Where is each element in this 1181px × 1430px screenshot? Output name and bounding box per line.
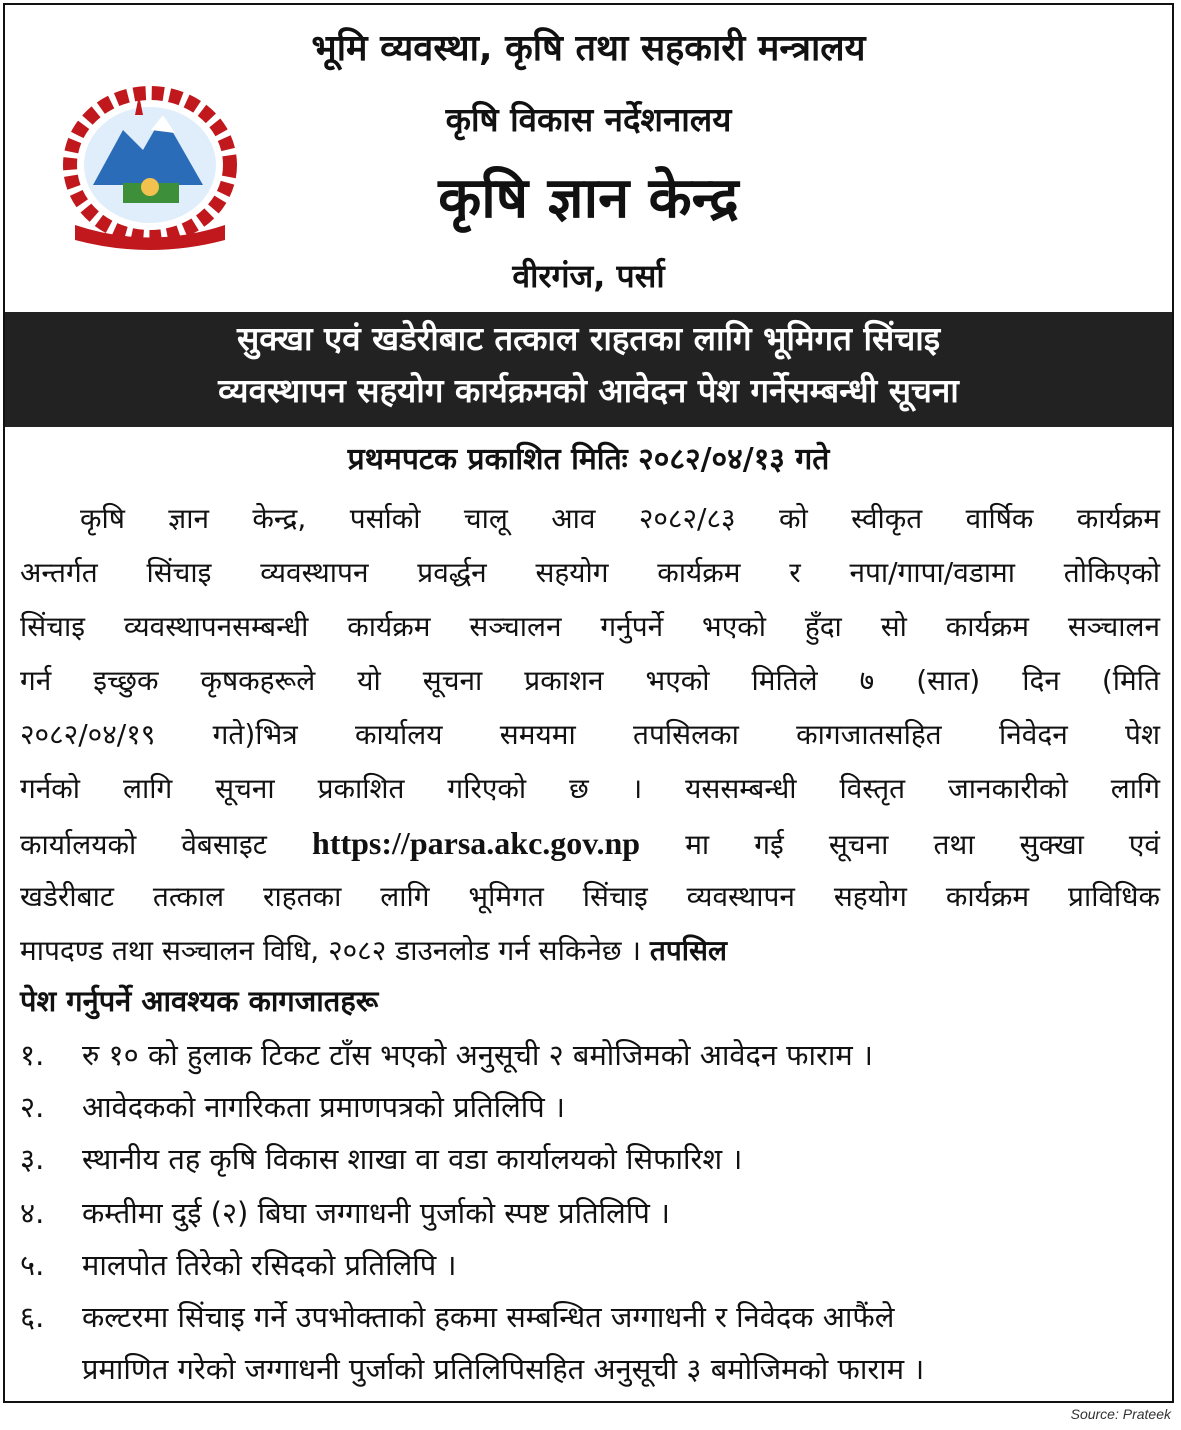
- body-text: मापदण्ड तथा सञ्चालन विधि, २०८२ डाउनलोड गर्न सकिनेछ ।: [20, 934, 642, 967]
- website-link[interactable]: https://parsa.akc.gov.np: [312, 825, 641, 861]
- item-number: १.: [20, 1038, 45, 1072]
- item-text: कल्टरमा सिंचाइ गर्ने उपभोक्ताको हकमा सम्बन्धित जग्गाधनी र निवेदक आफैंले: [82, 1300, 895, 1334]
- item-text: स्थानीय तह कृषि विकास शाखा वा वडा कार्यालयको सिफारिश ।: [82, 1142, 743, 1176]
- body-line: खडेरीबाट तत्काल राहतका लागि भूमिगत सिंचाइ व्यवस्थापन सहयोग कार्यक्रम प्राविधिक: [20, 880, 1160, 913]
- nepal-emblem-icon: [53, 75, 248, 250]
- notice-frame: [3, 3, 1174, 1403]
- annex-label: तपसिल: [649, 934, 727, 967]
- body-line-url: [20, 827, 1160, 859]
- item-text: मालपोत तिरेको रसिदको प्रतिलिपि ।: [82, 1248, 457, 1282]
- source-credit: Source: Prateek: [1070, 1406, 1171, 1422]
- body-text: कार्यालयको वेबसाइट: [20, 828, 267, 861]
- body-line: गर्नको लागि सूचना प्रकाशित गरिएको छ । यससम्बन्धी विस्तृत जानकारीको लागि: [20, 772, 1160, 805]
- item-number: ४.: [20, 1196, 45, 1230]
- body-line: २०८२/०४/१९ गते)भित्र कार्यालय समयमा तपसिलका कागजातसहित निवेदन पेश: [20, 718, 1160, 751]
- item-number: ३.: [20, 1142, 45, 1176]
- notice-title-line1: सुक्खा एवं खडेरीबाट तत्काल राहतका लागि भूमिगत सिंचाइ: [236, 319, 941, 358]
- office-location: वीरगंज, पर्सा: [512, 257, 665, 295]
- item-text: आवेदकको नागरिकता प्रमाणपत्रको प्रतिलिपि ।: [82, 1090, 565, 1124]
- body-line: अन्तर्गत सिंचाइ व्यवस्थापन प्रवर्द्धन सहयोग कार्यक्रम र नपा/गापा/वडामा तोकिएको: [20, 556, 1160, 589]
- notice-title-band: [5, 312, 1172, 427]
- body-line: कृषि ज्ञान केन्द्र, पर्साको चालू आव २०८२/८३ को स्वीकृत वार्षिक कार्यक्रम: [80, 502, 1160, 535]
- item-number: २.: [20, 1090, 45, 1124]
- body-line-last: [20, 934, 1160, 967]
- body-text: मा गई सूचना तथा सुक्खा एवं: [685, 828, 1160, 861]
- item-text: रु १० को हुलाक टिकट टाँस भएको अनुसूची २ बमोजिमको आवेदन फाराम ।: [82, 1038, 873, 1072]
- item-number: ५.: [20, 1248, 45, 1282]
- item-text: प्रमाणित गरेको जग्गाधनी पुर्जाको प्रतिलिपिसहित अनुसूची ३ बमोजिमको फाराम ।: [82, 1352, 925, 1386]
- notice-title-line2: व्यवस्थापन सहयोग कार्यक्रमको आवेदन पेश गर्नेसम्बन्धी सूचना: [218, 371, 959, 410]
- body-line: सिंचाइ व्यवस्थापनसम्बन्धी कार्यक्रम सञ्चालन गर्नुपर्ने भएको हुँदा सो कार्यक्रम सञ्चालन: [20, 610, 1160, 643]
- directorate-title: कृषि विकास नर्देशनालय: [445, 100, 732, 139]
- ministry-title: भूमि व्यवस्था, कृषि तथा सहकारी मन्त्रालय: [311, 28, 866, 69]
- item-text: कम्तीमा दुई (२) बिघा जग्गाधनी पुर्जाको स्पष्ट प्रतिलिपि ।: [82, 1196, 671, 1230]
- item-number: ६.: [20, 1300, 45, 1334]
- published-date: प्रथमपटक प्रकाशित मितिः २०८२/०४/१३ गते: [347, 442, 830, 477]
- body-line: गर्न इच्छुक कृषकहरूले यो सूचना प्रकाशन भएको मितिले ७ (सात) दिन (मिति: [20, 664, 1160, 697]
- requirements-title: पेश गर्नुपर्ने आवश्यक कागजातहरू: [20, 984, 379, 1018]
- office-title: कृषि ज्ञान केन्द्र: [438, 166, 739, 231]
